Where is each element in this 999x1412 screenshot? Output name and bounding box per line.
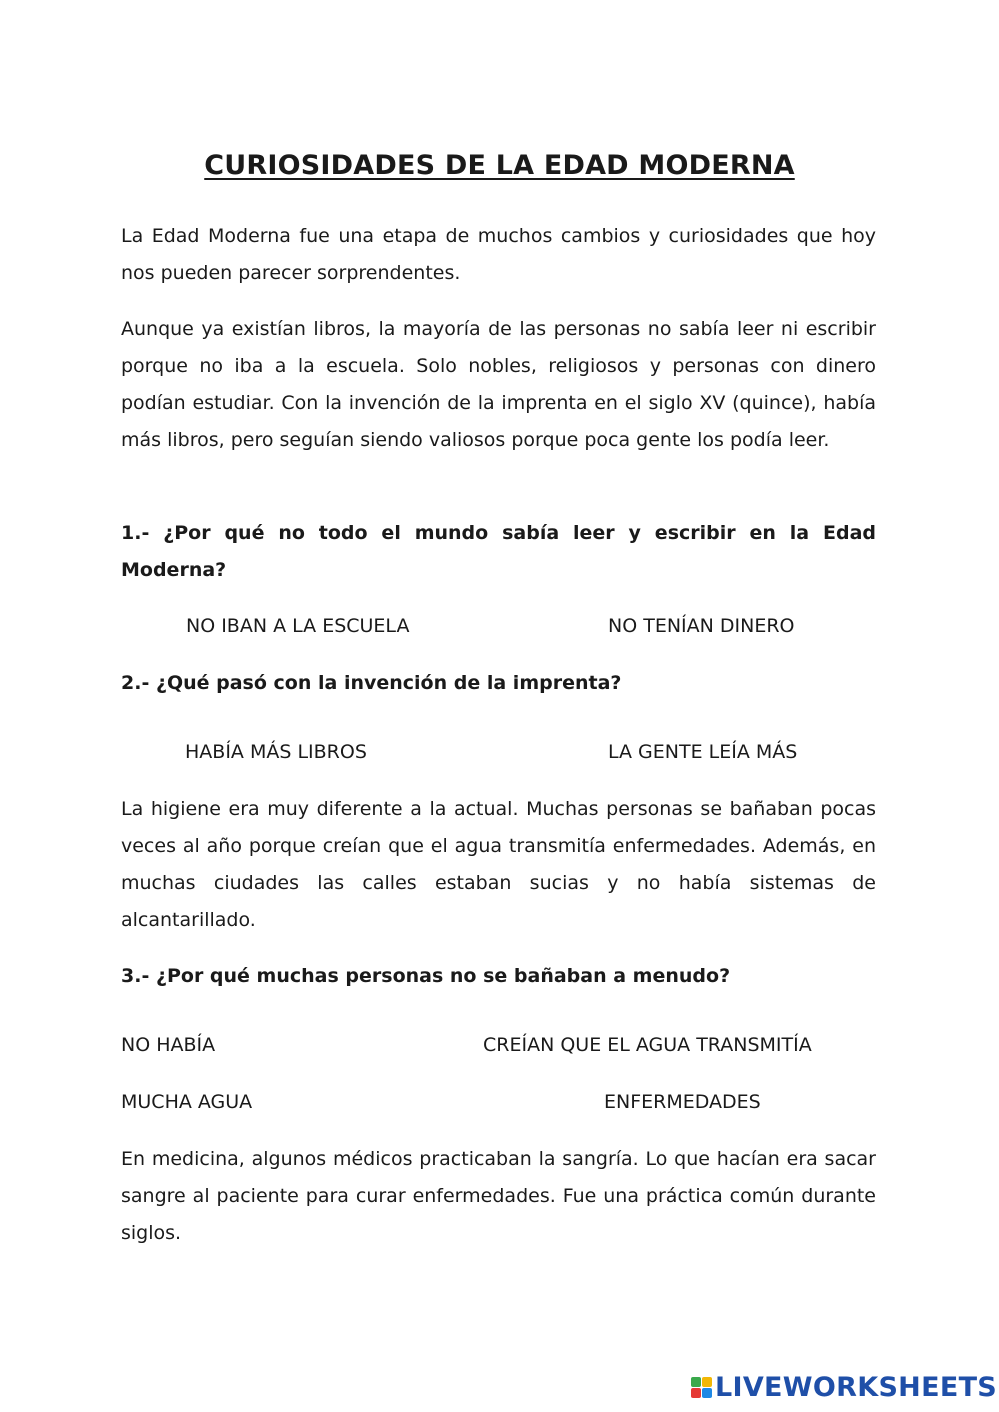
q3-option-2-line-2[interactable]: ENFERMEDADES <box>604 1091 761 1113</box>
question-1: 1.- ¿Por qué no todo el mundo sabía leer y escribir en la Edad Moderna? <box>121 522 876 581</box>
hygiene-paragraph: La higiene era muy diferente a la actual. Muchas personas se bañaban pocas veces al año porque creían que el agua transmitía enfermedades. Además, en muchas ciudades las calles estaban sucias y no había sistemas de alcantarillado. <box>121 798 876 931</box>
q1-option-1[interactable]: NO IBAN A LA ESCUELA <box>186 615 410 637</box>
question-3: 3.- ¿Por qué muchas personas no se bañaban a menudo? <box>121 965 731 987</box>
page-title: CURIOSIDADES DE LA EDAD MODERNA <box>204 150 795 181</box>
intro-paragraph: La Edad Moderna fue una etapa de muchos cambios y curiosidades que hoy nos pueden parecer sorprendentes. <box>121 225 876 284</box>
q3-option-1-line-2[interactable]: MUCHA AGUA <box>121 1091 253 1113</box>
logo-square-red <box>691 1388 701 1398</box>
logo-text: LIVEWORKSHEETS <box>715 1371 998 1403</box>
logo-square-blue <box>702 1388 712 1398</box>
medicine-paragraph: En medicina, algunos médicos practicaban la sangría. Lo que hacían era sacar sangre al paciente para curar enfermedades. Fue una práctica común durante siglos. <box>121 1148 876 1244</box>
q2-option-1[interactable]: HABÍA MÁS LIBROS <box>185 741 367 763</box>
logo-square-green <box>691 1377 701 1387</box>
q2-option-2[interactable]: LA GENTE LEÍA MÁS <box>608 741 798 763</box>
q3-option-2-line-1[interactable]: CREÍAN QUE EL AGUA TRANSMITÍA <box>483 1034 812 1056</box>
q1-option-2[interactable]: NO TENÍAN DINERO <box>608 615 795 637</box>
logo-squares-icon <box>691 1377 712 1398</box>
logo-square-yellow <box>702 1377 712 1387</box>
reading-paragraph: Aunque ya existían libros, la mayoría de las personas no sabía leer ni escribir porque no iba a la escuela. Solo nobles, religiosos y personas con dinero podían estudiar. Con la invención de la imprenta en el siglo XV (quince), había más libros, pero seguían siendo valiosos porque poca gente los podía leer. <box>121 318 876 451</box>
liveworksheets-logo <box>691 1372 997 1402</box>
question-2: 2.- ¿Qué pasó con la invención de la imprenta? <box>121 672 622 694</box>
q3-option-1-line-1[interactable]: NO HABÍA <box>121 1034 216 1056</box>
